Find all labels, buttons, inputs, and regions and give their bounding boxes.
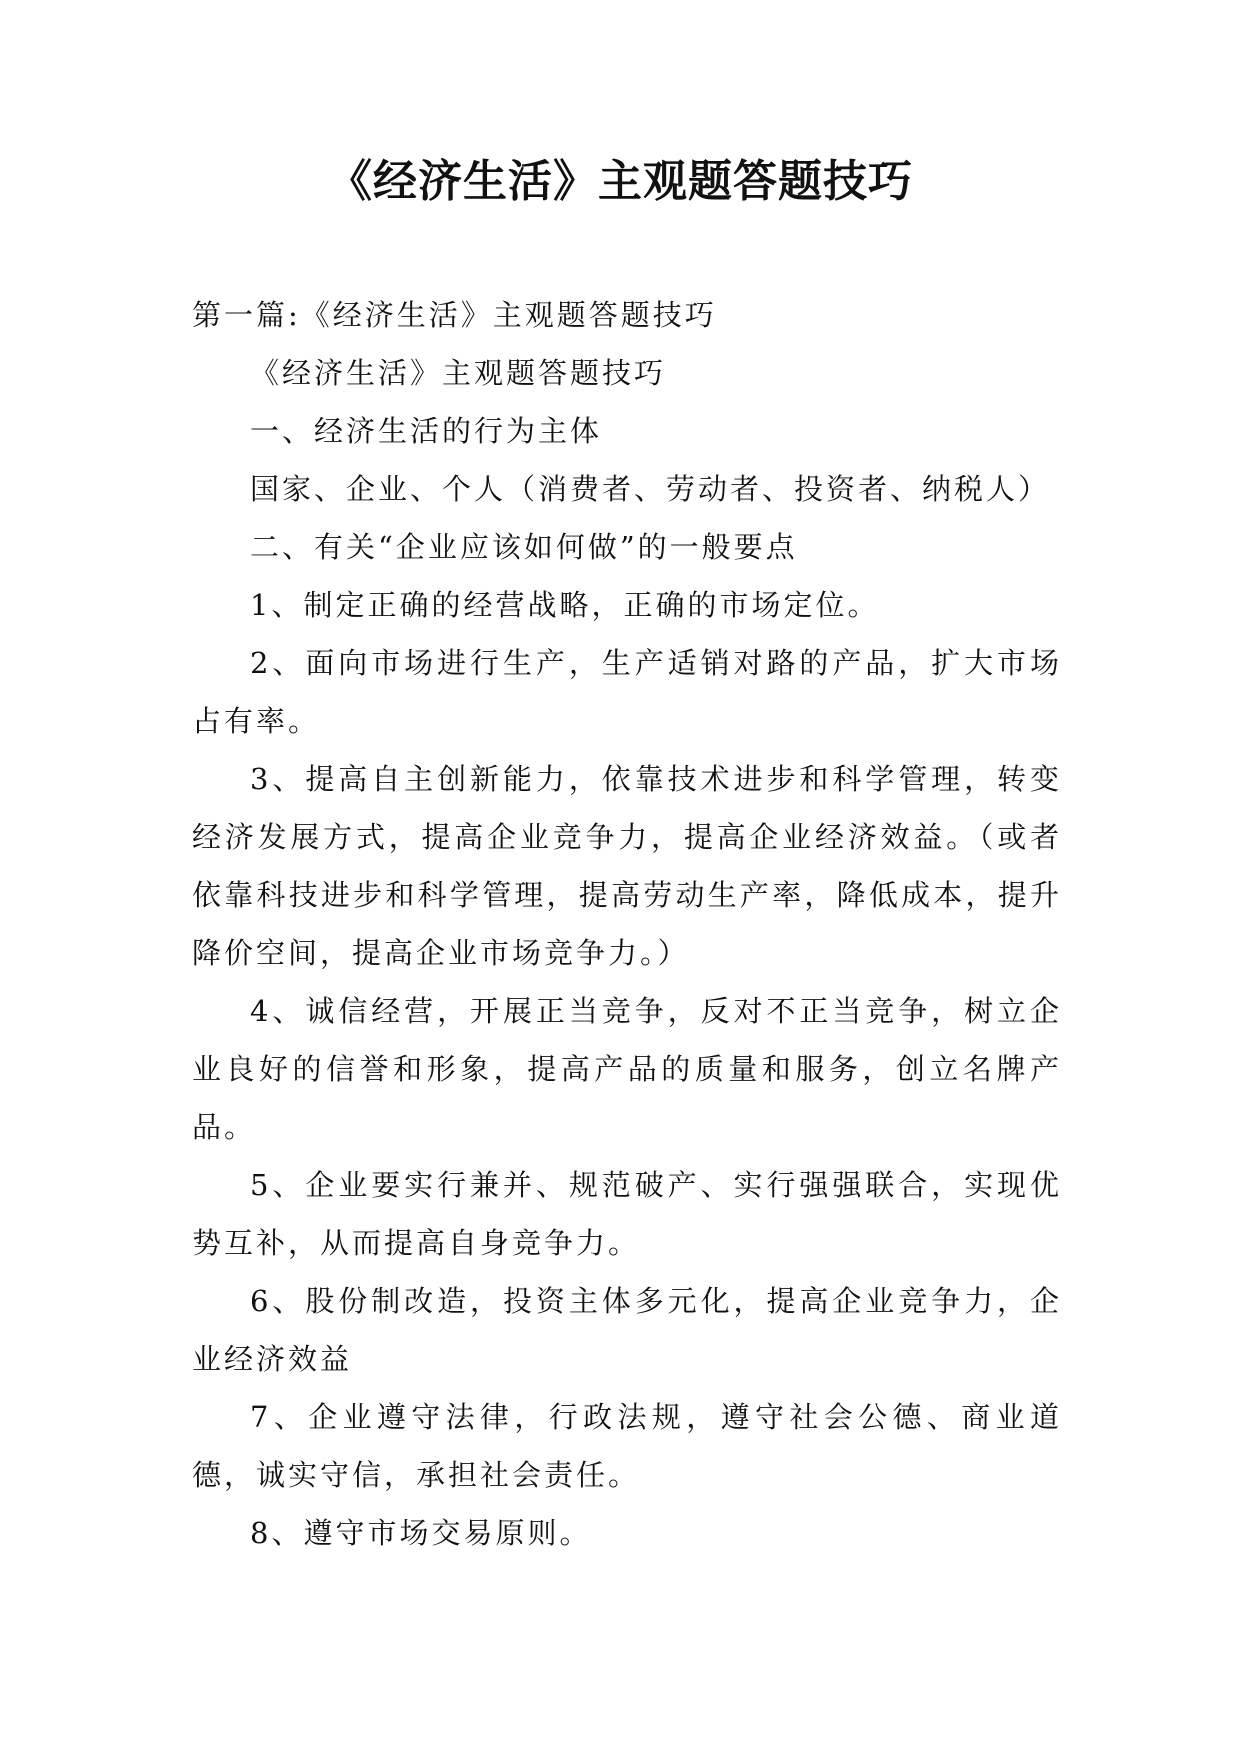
paragraph-point-5: 5、企业要实行兼并、规范破产、实行强强联合，实现优势互补，从而提高自身竞争力。 [192,1168,1062,1260]
paragraph-point-4: 4、诚信经营，开展正当竞争，反对不正当竞争，树立企业良好的信誉和形象，提高产品的质量和服务，创立名牌产品。 [192,994,1062,1144]
document-title: 《经济生活》主观题答题技巧 [328,156,913,207]
paragraph-actors: 国家、企业、个人（消费者、劳动者、投资者、纳税人） [250,472,1051,506]
paragraph-point-8: 8、遵守市场交易原则。 [250,1516,592,1550]
paragraph-part-heading: 第一篇:《经济生活》主观题答题技巧 [192,298,717,332]
paragraph-section-2-heading: 二、有关“企业应该如何做”的一般要点 [250,530,798,564]
document-body [192,286,1062,1562]
paragraph-point-3: 3、提高自主创新能力，依靠技术进步和科学管理，转变经济发展方式，提高企业竞争力，提高企业经济效益。（或者依靠科技进步和科学管理，提高劳动生产率，降低成本，提升降价空间，提高企业市场竞争力。） [192,762,1062,970]
paragraph-point-2: 2、面向市场进行生产，生产适销对路的产品，扩大市场占有率。 [192,646,1062,738]
paragraph-point-6: 6、股份制改造，投资主体多元化，提高企业竞争力，企业经济效益 [192,1284,1062,1376]
paragraph-point-7: 7、企业遵守法律，行政法规，遵守社会公德、商业道德，诚实守信，承担社会责任。 [192,1400,1062,1492]
paragraph-section-1-heading: 一、经济生活的行为主体 [250,414,603,448]
paragraph-point-1: 1、制定正确的经营战略，正确的市场定位。 [250,588,880,622]
paragraph-subtitle: 《经济生活》主观题答题技巧 [250,356,667,390]
